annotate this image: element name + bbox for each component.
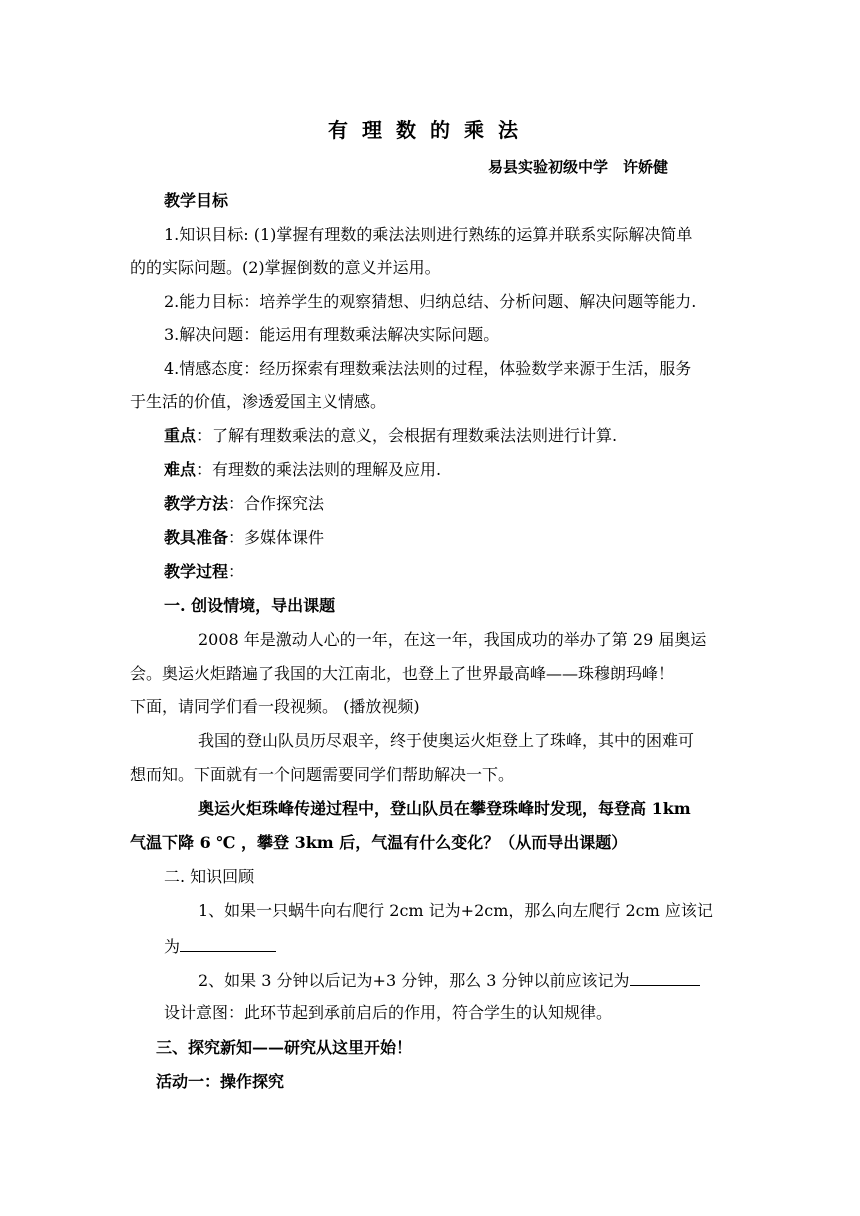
question-line-1: 奥运火炬珠峰传递过程中，登山队员在攀登珠峰时发现，每登高 1km [198, 799, 691, 818]
objective-4-line-2: 于生活的价值，渗透爱国主义情感。 [130, 392, 387, 411]
teaching-process [164, 562, 764, 582]
design-note: 设计意图：此环节起到承前启后的作用，符合学生的认知规律。 [164, 1003, 613, 1022]
review-1-line-2 [164, 935, 764, 957]
section-3-heading: 三、探究新知——研究从这里开始！ [156, 1038, 413, 1057]
activity-1-heading: 活动一：操作探究 [156, 1072, 285, 1091]
section-2-heading: 二. 知识回顾 [164, 867, 255, 886]
teaching-process-colon: ： [228, 562, 245, 581]
objective-1-line-1: 1.知识目标: (1)掌握有理数的乘法法则进行熟练的运算并联系实际解决简单 [164, 225, 693, 244]
author-line: 易县实验初级中学 许娇健 [488, 158, 669, 176]
review-2 [198, 969, 798, 991]
teaching-process-label: 教学过程 [164, 562, 229, 581]
teaching-tools-label: 教具准备 [164, 528, 229, 547]
objective-2: 2.能力目标：培养学生的观察猜想、归纳总结、分析问题、解决问题等能力. [164, 292, 697, 311]
page-title: 有理数的乘法 [328, 118, 532, 142]
section-1-heading: 一. 创设情境，导出课题 [164, 596, 336, 615]
objective-3: 3.解决问题：能运用有理数乘法解决实际问题。 [164, 325, 500, 344]
paragraph-2-line-2: 想而知。下面就有一个问题需要同学们帮助解决一下。 [130, 765, 515, 784]
paragraph-1-line-2: 会。奥运火炬踏遍了我国的大江南北，也登上了世界最高峰——珠穆朗玛峰！ [130, 664, 675, 683]
teaching-method-label: 教学方法 [164, 494, 229, 513]
teaching-tools [164, 528, 764, 548]
review-1-line-2-text: 为 [164, 937, 181, 956]
difficult-point [164, 460, 764, 480]
key-point-label: 重点 [164, 426, 197, 445]
review-2-text: 2、如果 3 分钟以后记为+3 分钟，那么 3 分钟以前应该记为 [198, 971, 630, 990]
teaching-method [164, 494, 764, 514]
paragraph-1-line-1: 2008 年是激动人心的一年，在这一年，我国成功的举办了第 29 届奥运 [198, 630, 707, 649]
review-1-line-1: 1、如果一只蜗牛向右爬行 2cm 记为+2cm，那么向左爬行 2cm 应该记 [198, 901, 713, 920]
question-line-2: 气温下降 6 ℃ ，攀登 3km 后，气温有什么变化？（从而导出课题） [130, 833, 628, 852]
difficult-point-label: 难点 [164, 460, 197, 479]
key-point [164, 426, 764, 446]
teaching-tools-text: ：多媒体课件 [228, 528, 325, 547]
key-point-text: ：了解有理数乘法的意义，会根据有理数乘法法则进行计算. [196, 426, 618, 445]
objectives-heading: 教学目标 [164, 191, 229, 210]
answer-blank-2[interactable] [630, 969, 700, 986]
paragraph-1-line-3: 下面，请同学们看一段视频。 (播放视频) [130, 697, 420, 716]
paragraph-2-line-1: 我国的登山队员历尽艰辛，终于使奥运火炬登上了珠峰，其中的困难可 [198, 731, 695, 750]
teaching-method-text: ：合作探究法 [228, 494, 325, 513]
objective-1-line-2: 的的实际问题。(2)掌握倒数的意义并运用。 [130, 258, 441, 277]
objective-4-line-1: 4.情感态度：经历探索有理数乘法法则的过程，体验数学来源于生活，服务 [164, 359, 692, 378]
answer-blank-1[interactable] [180, 935, 276, 952]
difficult-point-text: ：有理数的乘法法则的理解及应用. [196, 460, 442, 479]
